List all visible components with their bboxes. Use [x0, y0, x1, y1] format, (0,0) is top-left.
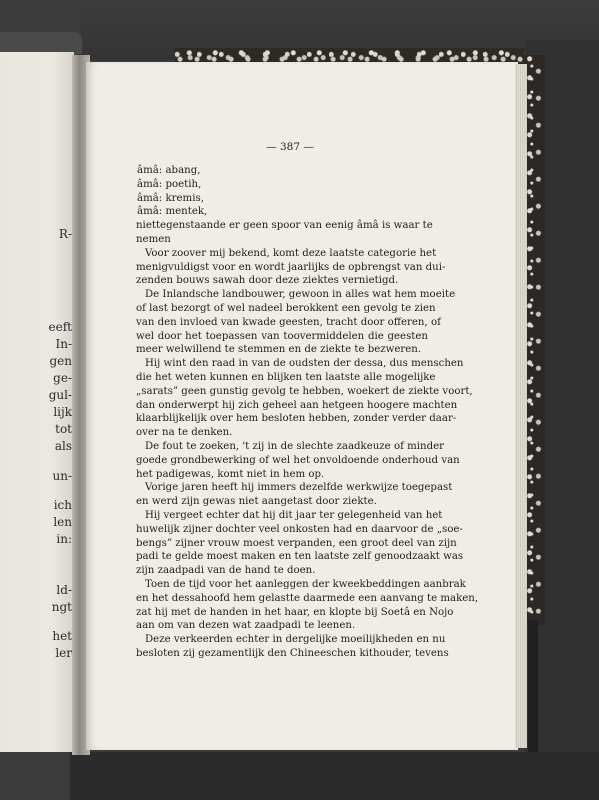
table-shadow — [70, 752, 599, 800]
left-cover-corner — [0, 32, 82, 54]
page-number: — 387 — — [266, 141, 314, 153]
text-line: over na te denken. — [136, 427, 233, 439]
text-line: huwelijk zijner dochter veel onkosten had en daarvoor de „soe- — [136, 523, 463, 535]
text-line: padi te gelde moest maken en ten laatste zelf genoodzaakt was — [136, 551, 464, 563]
text-line: „sarats” geen gunstig gevolg te hebben, woekert de ziekte voort, — [136, 385, 473, 397]
text-line: Hij wint den raad in van de oudsten der dessa, dus menschen — [145, 358, 464, 370]
text-line: die het weten kunnen en blijken ten laatste alle mogelijke — [136, 371, 436, 383]
left-fragment: R- — [58, 227, 72, 241]
text-line: zenden bouws sawah door deze ziektes vernietigd. — [136, 275, 399, 287]
left-fragment: ler — [55, 646, 72, 660]
left-fragment: eeft — [48, 320, 72, 334]
left-fragment: ich — [53, 498, 72, 512]
text-line: aan om van dezen wat zaadpadi te leenen. — [136, 620, 356, 632]
left-fragment: un- — [52, 469, 72, 483]
left-fragment: lijk — [53, 405, 72, 419]
text-line: niettegenstaande er geen spoor van eenig âmâ is waar te — [136, 220, 433, 232]
left-fragment: ngt — [51, 600, 72, 614]
text-line: en werd zijn gewas niet aangetast door ziekte. — [136, 496, 377, 508]
list-item: âmâ: mentek, — [137, 206, 208, 218]
text-line: Toen de tijd voor het aanleggen der kweekbeddingen aanbrak — [145, 578, 466, 590]
page-block-edge — [515, 64, 527, 748]
text-line: en het dessahoofd hem gelastte daarmede een aanvang te maken, — [136, 592, 479, 604]
list-item: âmâ: poetih, — [137, 178, 202, 190]
left-fragment: het — [52, 629, 72, 643]
left-fragment: als — [54, 439, 72, 453]
text-line: van den invloed van kwade geesten, tracht door offeren, of — [136, 316, 441, 328]
amam-list — [136, 164, 428, 219]
text-line: De Inlandsche landbouwer, gewoon in alles wat hem moeite — [145, 289, 456, 301]
text-line: bengs” zijner vrouw moest verpanden, een groot deel van zijn — [136, 537, 457, 549]
text-line: zijn zaadpadi van de hand te doen. — [136, 565, 316, 577]
text-line: dan onderwerpt hij zich geheel aan hetgeen hoogere machten — [136, 399, 458, 411]
left-fragment: ld- — [56, 583, 72, 597]
left-fragment: tot — [55, 422, 72, 436]
text-line: nemen — [136, 233, 171, 245]
text-line: klaarblijkelijk over hem besloten hebben, zonder verder daar- — [136, 413, 457, 425]
list-item: âmâ: abang, — [137, 165, 201, 176]
text-line: meer welwillend te stemmen en de ziekte te bezweren. — [136, 344, 422, 356]
left-fragment: gen — [49, 354, 72, 368]
left-page — [0, 52, 74, 752]
text-line: Vorige jaren heeft hij immers dezelfde werkwijze toegepast — [145, 482, 453, 494]
list-item: âmâ: kremis, — [137, 192, 204, 204]
text-line: Hij vergeet echter dat hij dit jaar ter gelegenheid van het — [145, 509, 443, 521]
text-line: het padigewas, komt niet in hem op. — [136, 468, 325, 480]
text-line: Deze verkeerden echter in dergelijke moeilijkheden en nu — [145, 634, 446, 646]
left-fragment: gul- — [48, 388, 72, 402]
text-line: menigvuldigst voor en wordt jaarlijks de opbrengst van dui- — [136, 261, 446, 273]
page-body — [136, 164, 479, 661]
left-fragment: in: — [56, 532, 72, 546]
left-page-text — [0, 52, 74, 752]
left-fragment: ge- — [53, 371, 72, 385]
cover-rim — [528, 620, 538, 752]
left-fragment: len — [53, 515, 72, 529]
left-fragment: In- — [55, 337, 72, 351]
text-line: wel door het toepassen van toovermiddelen die geesten — [136, 330, 428, 342]
text-line: Voor zoover mij bekend, komt deze laatste categorie het — [145, 247, 437, 259]
text-line: De fout te zoeken, 't zij in de slechte zaadkeuze of minder — [145, 440, 444, 452]
text-line: goede grondbewerking of wel het onvoldoende onderhoud van — [136, 454, 460, 466]
text-line: besloten zij gezamentlijk den Chineeschen kithouder, tevens — [136, 647, 449, 659]
text-line: of last bezorgt of wel nadeel berokkent een gevolg te zien — [136, 302, 436, 314]
text-line: zat hij met de handen in het haar, en klopte bij Soetâ en Nojo — [136, 606, 454, 618]
